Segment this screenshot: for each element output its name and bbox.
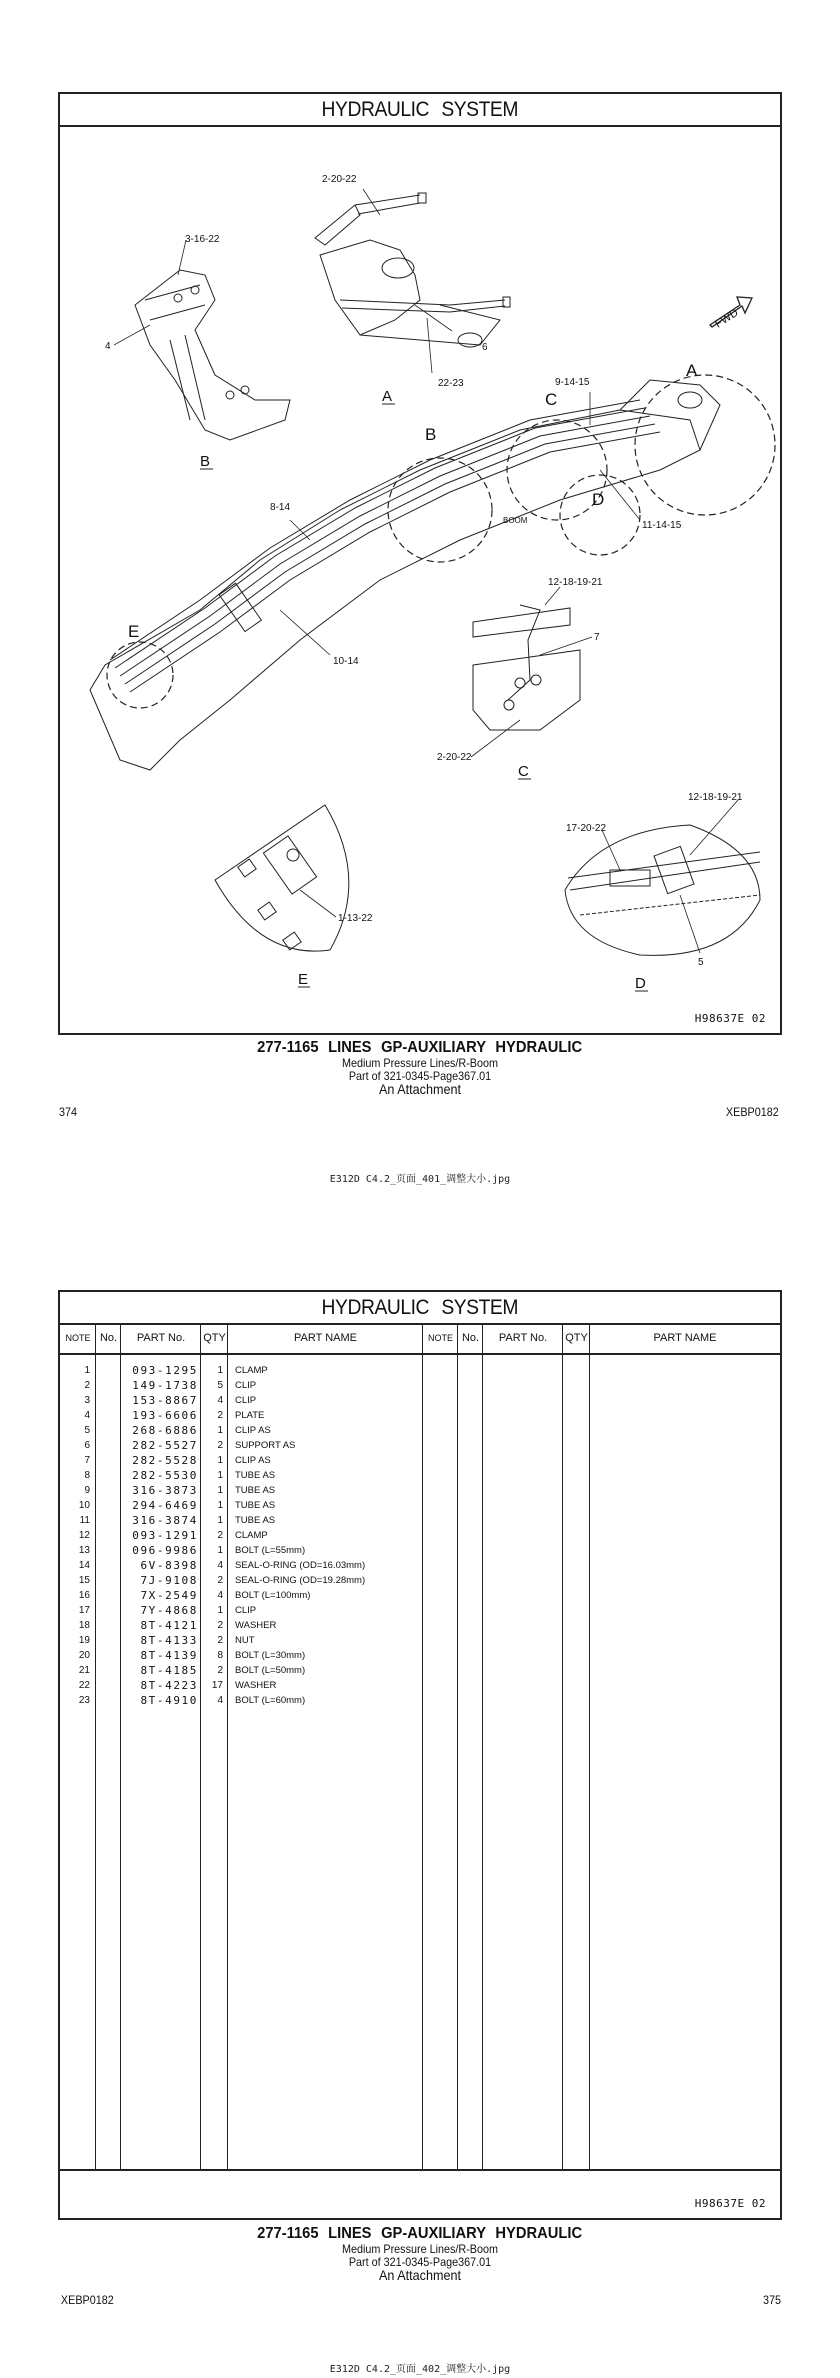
table-row: [60, 1573, 420, 1588]
table-row: [60, 1453, 420, 1468]
part-quantity: 5: [217, 1380, 223, 1391]
part-index: 8: [84, 1470, 90, 1481]
marker-e: E: [128, 622, 140, 641]
part-index: 19: [78, 1635, 90, 1646]
view-label-b: B: [200, 453, 211, 470]
fwd-label: FWD: [713, 306, 741, 331]
table-row: [60, 1483, 420, 1498]
table-row: [60, 1663, 420, 1678]
table-row: [60, 1648, 420, 1663]
part-quantity: 2: [217, 1620, 223, 1631]
part-index: 7: [84, 1455, 90, 1466]
callout: 6: [482, 342, 488, 353]
part-index: 3: [84, 1395, 90, 1406]
part-index: 2: [84, 1380, 90, 1391]
part-quantity: 2: [217, 1575, 223, 1586]
marker-a: A: [686, 361, 698, 380]
caption-line3: Part of 321-0345-Page367.01: [348, 1069, 492, 1083]
callout: 17-20-22: [566, 823, 607, 834]
callout: 12-18-19-21: [548, 577, 603, 588]
part-name: WASHER: [235, 1680, 277, 1691]
part-name: PLATE: [235, 1410, 265, 1421]
part-quantity: 1: [217, 1515, 223, 1526]
view-label-e: E: [298, 971, 309, 988]
part-index: 9: [84, 1485, 90, 1496]
col-header-note: NOTE: [65, 1333, 91, 1343]
image-filename: E312D C4.2_页面_401_调整大小.jpg: [329, 1174, 511, 1185]
marker-b: B: [425, 425, 437, 444]
col-header-qty: QTY: [565, 1332, 588, 1344]
part-name: CLIP: [235, 1395, 257, 1406]
part-name: BOLT (L=50mm): [235, 1665, 306, 1676]
view-d-detail: [565, 825, 760, 955]
part-name: CLIP AS: [235, 1455, 271, 1466]
part-index: 12: [78, 1530, 90, 1541]
part-index: 6: [84, 1440, 90, 1451]
caption-line2: Medium Pressure Lines/R-Boom: [341, 1056, 499, 1070]
part-quantity: 4: [217, 1395, 223, 1406]
part-number: 6V-8398: [140, 1559, 198, 1572]
col-header-part-no: PART No.: [498, 1332, 548, 1344]
part-index: 15: [78, 1575, 90, 1586]
part-index: 1: [84, 1365, 90, 1376]
part-number: 093-1295: [132, 1364, 198, 1377]
callout: 22-23: [438, 378, 464, 389]
part-quantity: 1: [217, 1605, 223, 1616]
part-index: 14: [78, 1560, 90, 1571]
part-quantity: 4: [217, 1590, 223, 1601]
part-number: 096-9986: [132, 1544, 198, 1557]
part-index: 13: [78, 1545, 90, 1556]
part-quantity: 2: [217, 1410, 223, 1421]
table-row: [60, 1468, 420, 1483]
part-quantity: 1: [217, 1470, 223, 1481]
table-row: [60, 1438, 420, 1453]
col-header-no: No.: [99, 1332, 118, 1344]
drawing-id: H98637E 02: [694, 2197, 766, 2210]
detail-circles: [107, 375, 775, 708]
view-label-a: A: [382, 388, 393, 405]
callout: 7: [594, 632, 600, 643]
callout: 4: [105, 341, 111, 352]
marker-d: D: [592, 490, 605, 509]
page-number: 374: [59, 1105, 78, 1119]
part-index: 10: [78, 1500, 90, 1511]
col-header-part-name: PART NAME: [294, 1332, 357, 1344]
part-quantity: 2: [217, 1530, 223, 1541]
detail-circle-d: [560, 475, 640, 555]
table-row: [60, 1423, 420, 1438]
table-row: [60, 1603, 420, 1618]
part-quantity: 2: [217, 1635, 223, 1646]
table-row: [60, 1678, 420, 1693]
view-c-clip: [473, 605, 580, 730]
part-name: CLIP: [235, 1380, 257, 1391]
view-e-detail: [215, 805, 349, 951]
part-name: WASHER: [235, 1620, 277, 1631]
column-divider: [562, 1323, 563, 2170]
part-quantity: 8: [217, 1650, 223, 1661]
caption-line4: An Attachment: [379, 2267, 461, 2283]
column-divider: [482, 1323, 483, 2170]
part-number: 282-5528: [132, 1454, 198, 1467]
part-number: 294-6469: [132, 1499, 198, 1512]
table-row: [60, 1693, 420, 1708]
part-index: 18: [78, 1620, 90, 1631]
part-quantity: 1: [217, 1485, 223, 1496]
part-number: 7J-9108: [140, 1574, 198, 1587]
drawing-id: H98637E 02: [694, 1012, 766, 1025]
detail-circle-a: [635, 375, 775, 515]
part-index: 23: [78, 1695, 90, 1706]
part-index: 11: [79, 1515, 90, 1526]
part-index: 20: [78, 1650, 90, 1661]
part-quantity: 1: [217, 1545, 223, 1556]
col-header-part-name: PART NAME: [653, 1332, 717, 1344]
part-number: 193-6606: [132, 1409, 198, 1422]
table-row: [60, 1558, 420, 1573]
part-number: 8T-4910: [140, 1694, 198, 1707]
part-name: TUBE AS: [235, 1470, 276, 1481]
callout: 12-18-19-21: [688, 792, 743, 803]
col-header-qty: QTY: [203, 1332, 226, 1344]
part-number: 8T-4223: [140, 1679, 198, 1692]
part-name: SUPPORT AS: [235, 1440, 296, 1451]
view-labels: [200, 388, 648, 992]
table-row: [60, 1528, 420, 1543]
figure-caption: [0, 2226, 840, 2282]
part-name: CLAMP: [235, 1365, 268, 1376]
doc-code: XEBP0182: [726, 1105, 780, 1119]
part-number: 8T-4185: [140, 1664, 198, 1677]
part-number: 149-1738: [132, 1379, 198, 1392]
part-name: BOLT (L=60mm): [235, 1695, 306, 1706]
part-number: 7Y-4868: [140, 1604, 198, 1617]
part-name: CLIP AS: [235, 1425, 271, 1436]
part-quantity: 2: [217, 1440, 223, 1451]
table-row: [60, 1588, 420, 1603]
part-number: 268-6886: [132, 1424, 198, 1437]
boom-label: BOOM: [503, 516, 528, 525]
callout: 8-14: [270, 502, 291, 513]
table-row: [60, 1618, 420, 1633]
detail-circle-b: [388, 458, 492, 562]
table-row: [60, 1393, 420, 1408]
part-number: 8T-4133: [140, 1634, 198, 1647]
callout: 11-14-15: [642, 520, 682, 531]
caption-line2: Medium Pressure Lines/R-Boom: [341, 2242, 499, 2256]
parts-list-frame: [58, 1290, 782, 2220]
part-index: 17: [78, 1605, 90, 1616]
column-divider: [457, 1323, 458, 2170]
doc-code: XEBP0182: [60, 2293, 114, 2307]
table-row: [60, 1513, 420, 1528]
table-header: [60, 1323, 780, 1355]
part-number: 282-5527: [132, 1439, 198, 1452]
part-name: BOLT (L=30mm): [235, 1650, 306, 1661]
part-name: CLIP: [235, 1605, 257, 1616]
part-index: 4: [84, 1410, 90, 1421]
part-name: BOLT (L=55mm): [235, 1545, 306, 1556]
callout: 3-16-22: [185, 234, 220, 245]
view-b-bracket: [135, 270, 290, 440]
part-quantity: 1: [217, 1425, 223, 1436]
part-name: TUBE AS: [235, 1485, 276, 1496]
part-quantity: 1: [217, 1500, 223, 1511]
caption-line3: Part of 321-0345-Page367.01: [348, 2255, 492, 2269]
callout: 2-20-22: [322, 174, 357, 185]
part-name: BOLT (L=100mm): [235, 1590, 311, 1601]
caption-title: 277-1165 LINES GP-AUXILIARY HYDRAULIC: [257, 2225, 583, 2242]
part-name: SEAL-O-RING (OD=16.03mm): [235, 1560, 366, 1571]
table-row: [60, 1633, 420, 1648]
boom-assembly: [90, 380, 720, 770]
table-row: [60, 1378, 420, 1393]
page-title: HYDRAULIC SYSTEM: [60, 1292, 780, 1325]
image-filename: E312D C4.2_页面_402_调整大小.jpg: [329, 2364, 511, 2375]
callout: 10-14: [333, 656, 359, 667]
part-index: 21: [78, 1665, 90, 1676]
callout: 9-14-15: [555, 377, 590, 388]
part-number: 153-8867: [132, 1394, 198, 1407]
view-a-bracket: [315, 193, 510, 347]
callout: 2-20-22: [437, 752, 472, 763]
col-header-note: NOTE: [427, 1333, 453, 1343]
part-index: 16: [78, 1590, 90, 1601]
caption-title: 277-1165 LINES GP-AUXILIARY HYDRAULIC: [257, 1039, 583, 1056]
part-index: 22: [78, 1680, 90, 1691]
column-divider: [589, 1323, 590, 2170]
callout: 1-13-22: [338, 913, 373, 924]
callout: 5: [698, 957, 704, 968]
marker-c: C: [545, 390, 558, 409]
table-footer-divider: [60, 2169, 780, 2171]
page-title: HYDRAULIC SYSTEM: [60, 94, 780, 127]
column-divider: [422, 1323, 423, 2170]
part-number: 093-1291: [132, 1529, 198, 1542]
part-number: 8T-4121: [140, 1619, 198, 1632]
table-row: [60, 1543, 420, 1558]
view-label-c: C: [518, 763, 529, 780]
part-name: SEAL-O-RING (OD=19.28mm): [235, 1575, 366, 1586]
page-number: 375: [762, 2293, 781, 2307]
part-quantity: 4: [217, 1695, 223, 1706]
part-number: 8T-4139: [140, 1649, 198, 1662]
part-number: 316-3873: [132, 1484, 198, 1497]
col-header-part-no: PART No.: [136, 1332, 186, 1344]
exploded-parts-diagram: [0, 0, 840, 1040]
figure-caption: [0, 1040, 840, 1096]
callout-labels: [105, 174, 743, 968]
col-header-no: No.: [461, 1332, 480, 1344]
part-name: NUT: [235, 1635, 255, 1646]
table-row: [60, 1408, 420, 1423]
part-quantity: 17: [211, 1680, 223, 1691]
part-quantity: 4: [217, 1560, 223, 1571]
part-quantity: 1: [217, 1365, 223, 1376]
part-quantity: 1: [217, 1455, 223, 1466]
part-number: 316-3874: [132, 1514, 198, 1527]
part-name: TUBE AS: [235, 1500, 276, 1511]
part-name: CLAMP: [235, 1530, 268, 1541]
part-quantity: 2: [217, 1665, 223, 1676]
table-row: [60, 1363, 420, 1378]
view-label-d: D: [635, 975, 646, 992]
part-name: TUBE AS: [235, 1515, 276, 1526]
caption-line4: An Attachment: [379, 1081, 461, 1097]
part-index: 5: [84, 1425, 90, 1436]
table-row: [60, 1498, 420, 1513]
part-number: 282-5530: [132, 1469, 198, 1482]
part-number: 7X-2549: [140, 1589, 198, 1602]
